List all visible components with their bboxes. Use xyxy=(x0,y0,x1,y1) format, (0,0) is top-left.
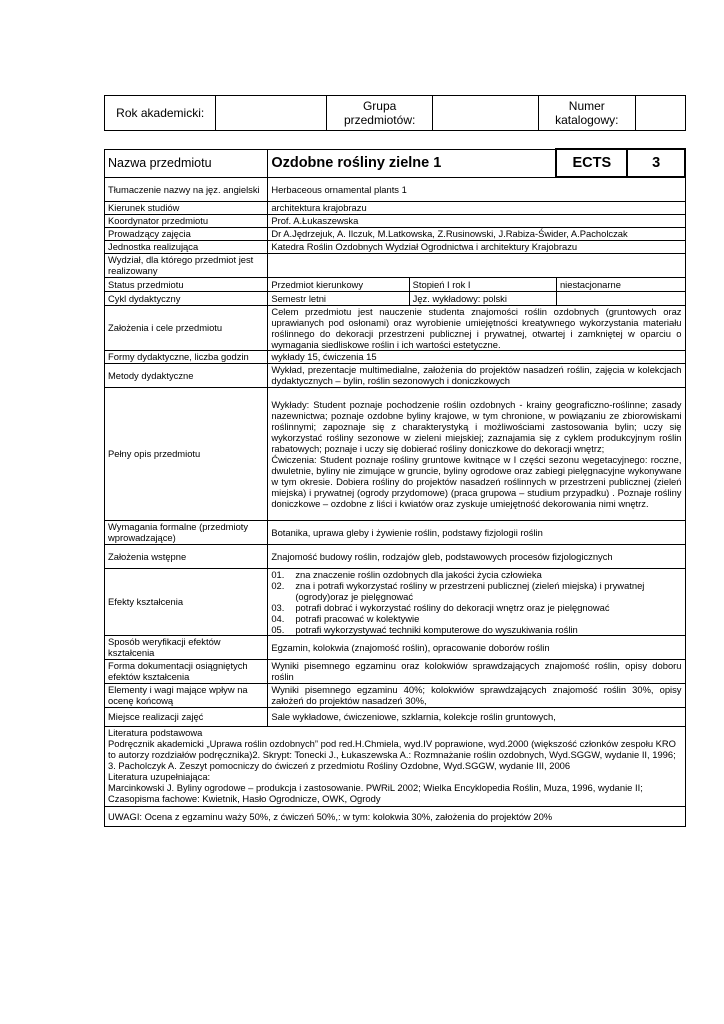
prowadzacy-value: Dr A.Jędrzejuk, A. Ilczuk, M.Latkowska, Z.Rusinowski, J.Rabiza-Świder, A.Pacholczak xyxy=(268,227,685,240)
grupa-przedmiotow-label: Grupa przedmiotów: xyxy=(326,96,433,131)
kierunek-value: architektura krajobrazu xyxy=(268,201,685,214)
efekt-item xyxy=(271,580,681,602)
uwagi: UWAGI: Ocena z egzaminu waży 50%, z ćwiczeń 50%,: w tym: kolokwia 30%, założenia do projektów 20% xyxy=(105,806,686,826)
efekt-number: 04. xyxy=(271,612,285,624)
dokumentacja-value: Wyniki pisemnego egzaminu oraz kolokwiów sprawdzających znajomość roślin, opisy doboru roślin xyxy=(268,659,685,683)
kierunek-label: Kierunek studiów xyxy=(105,201,268,214)
jezyk-value: Jęz. wykładowy: polski xyxy=(409,291,556,305)
zalozenia-value: Celem przedmiotu jest nauczenie studenta znajomości roślin ozdobnych (gruntowych oraz uprawianych pod osłonami) oraz wyrobienie umiejętności kreatywnego wykorzystania materiału roślinnego do dekoracji przestrzeni publicznej i prywatnej, otwartej i zamkniętej w oparciu o wymagania siedliskowe roślin i ich wartości estetyczne. xyxy=(268,305,685,350)
wymagania-label: Wymagania formalne (przedmioty wprowadzające) xyxy=(105,520,268,544)
cykl-label: Cykl dydaktyczny xyxy=(105,291,268,305)
forma-studiow-value: niestacjonarne xyxy=(556,277,685,291)
prowadzacy-label: Prowadzący zajęcia xyxy=(105,227,268,240)
status-value: Przedmiot kierunkowy xyxy=(268,277,409,291)
grupa-przedmiotow-value[interactable] xyxy=(433,96,539,131)
efekt-text: potrafi dobrać i wykorzystać rośliny do dekoracji wnętrz oraz je pielęgnować xyxy=(295,601,610,613)
efekt-item xyxy=(271,569,681,580)
efekt-number: 02. xyxy=(271,579,285,591)
course-table xyxy=(104,148,686,827)
efekt-item xyxy=(271,613,681,624)
efekt-text: potrafi pracować w kolektywie xyxy=(295,612,420,624)
course-name-label: Nazwa przedmiotu xyxy=(105,149,268,177)
weryfikacja-label: Sposób weryfikacji efektów kształcenia xyxy=(105,635,268,659)
wymagania-value: Botanika, uprawa gleby i żywienie roślin, podstawy fizjologii roślin xyxy=(268,520,685,544)
efekt-text: potrafi wykorzystywać techniki komputerowe do wyszukiwania roślin xyxy=(295,623,578,635)
opis-value xyxy=(268,387,685,520)
metody-value: Wykład, prezentacje multimedialne, założenia do projektów nasadzeń roślin, zajęcia w kolekcjach dydaktycznych – bylin, roślin sezonowych i doniczkowych xyxy=(268,363,685,387)
ects-label: ECTS xyxy=(556,149,627,177)
efekt-number: 05. xyxy=(271,623,285,635)
koordynator-label: Koordynator przedmiotu xyxy=(105,214,268,227)
opis-label: Pełny opis przedmiotu xyxy=(105,387,268,520)
wstepne-value: Znajomość budowy roślin, rodzajów gleb, podstawowych procesów fizjologicznych xyxy=(268,544,685,568)
status-label: Status przedmiotu xyxy=(105,277,268,291)
efekt-number: 01. xyxy=(271,568,285,580)
metody-label: Metody dydaktyczne xyxy=(105,363,268,387)
translation-label: Tłumaczenie nazwy na jęz. angielski xyxy=(105,177,268,201)
wydzial-value xyxy=(268,253,685,277)
jednostka-value: Katedra Roślin Ozdobnych Wydział Ogrodnictwa i architektury Krajobrazu xyxy=(268,240,685,253)
opis-cwiczenia: Ćwiczenia: Student poznaje rośliny gruntowe kwitnące w I części sezonu wegetacyjnego: roczne, dwuletnie, byliny nie zimujące w gruncie, byliny ogrodowe oraz zabiegi pielęgnacyjne wykonywane w tym okresie. Dobiera rośliny do projektów nasadzeń roślinnych w przestrzeni publicznej (zieleń miejska) i prywatnej (ogrody przydomowe) (praca grupowa – studium przypadku) . Poznaje rośliny doniczkowe – ozdobne z liści i kwiatów oraz zyskuje umiejętność dekorowania nimi wnętrz. xyxy=(271,453,682,509)
empty-cell xyxy=(556,291,685,305)
course-name-value: Ozdobne rośliny zielne 1 xyxy=(268,149,557,177)
dokumentacja-label: Forma dokumentacji osiągniętych efektów kształcenia xyxy=(105,659,268,683)
rok-akademicki-value[interactable] xyxy=(216,96,326,131)
numer-katalogowy-label: Numer katalogowy: xyxy=(538,96,635,131)
efekty-list xyxy=(271,569,681,635)
efekt-number: 03. xyxy=(271,601,285,613)
weryfikacja-value: Egzamin, kolokwia (znajomość roślin), opracowanie doborów roślin xyxy=(268,635,685,659)
efekt-text: zna znaczenie roślin ozdobnych dla jakości życia człowieka xyxy=(295,568,542,580)
wydzial-label: Wydział, dla którego przedmiot jest realizowany xyxy=(105,253,268,277)
koordynator-value: Prof. A.Łukaszewska xyxy=(268,214,685,227)
wagi-label: Elementy i wagi mające wpływ na ocenę końcową xyxy=(105,683,268,707)
formy-value: wykłady 15, ćwiczenia 15 xyxy=(268,350,685,363)
opis-wyklady: Wykłady: Student poznaje pochodzenie roślin ozdobnych - krainy geograficzno-roślinne; zasady nazewnictwa; poznaje ozdobne byliny krajowe, w tym chronione, w powiązaniu ze zbiorowiskami roślinnymi; zapoznaje się z charakterystyką i możliwościami zastosowania bylin; uczy się wykorzystać rośliny sezonowe w zieleni miejskiej; zaznajamia się z cyklem produkcyjnym roślin rabatowych; poznaje i uczy się dobierać rośliny doniczkowe do dekoracji wnętrz; xyxy=(271,398,682,454)
wstepne-label: Założenia wstępne xyxy=(105,544,268,568)
rok-akademicki-label: Rok akademicki: xyxy=(105,96,216,131)
efekty-value xyxy=(268,568,685,635)
jednostka-label: Jednostka realizująca xyxy=(105,240,268,253)
stopien-value: Stopień I rok I xyxy=(409,277,556,291)
formy-label: Formy dydaktyczne, liczba godzin xyxy=(105,350,268,363)
numer-katalogowy-value[interactable] xyxy=(635,96,685,131)
efekt-item xyxy=(271,602,681,613)
efekty-label: Efekty kształcenia xyxy=(105,568,268,635)
efekt-item xyxy=(271,624,681,635)
efekt-text: zna i potrafi wykorzystać rośliny w przestrzeni publicznej (zieleń miejska) i prywatnej (ogrody)oraz je pielęgnować xyxy=(295,579,645,602)
miejsce-label: Miejsce realizacji zajęć xyxy=(105,707,268,726)
header-table xyxy=(104,95,686,131)
zalozenia-label: Założenia i cele przedmiotu xyxy=(105,305,268,350)
miejsce-value: Sale wykładowe, ćwiczeniowe, szklarnia, kolekcje roślin gruntowych, xyxy=(268,707,685,726)
ects-value: 3 xyxy=(627,149,685,177)
cykl-value: Semestr letni xyxy=(268,291,409,305)
translation-value: Herbaceous ornamental plants 1 xyxy=(268,177,685,201)
literatura: Literatura podstawowa Podręcznik akademicki „Uprawa roślin ozdobnych” pod red.H.Chmiela, wyd.IV poprawione, wyd.2000 (większość członków zespołu KRO to autorzy rozdziałów podręcznika)2. Skrypt: Tonecki J., Łukaszewska A.: Rozmnażanie roślin ozdobnych, Wyd.SGGW, wydanie II, 1996; 3. Pacholczyk A. Zeszyt pomocniczy do ćwiczeń z przedmiotu Rośliny Ozdobne, Wyd.SGGW, wydanie III, 2006 Literatura uzupełniająca: Marcinkowski J. Byliny ogrodowe – produkcja i zastosowanie. PWRiL 2002; Wielka Encyklopedia Roślin, Muza, 1996, wydanie II; Czasopisma fachowe: Kwietnik, Hasło Ogrodnicze, OWK, Ogrody xyxy=(105,726,686,806)
wagi-value: Wyniki pisemnego egzaminu 40%; kolokwiów sprawdzających znajomość roślin 30%, opisy założeń do projektów nasadzeń 30%, xyxy=(268,683,685,707)
